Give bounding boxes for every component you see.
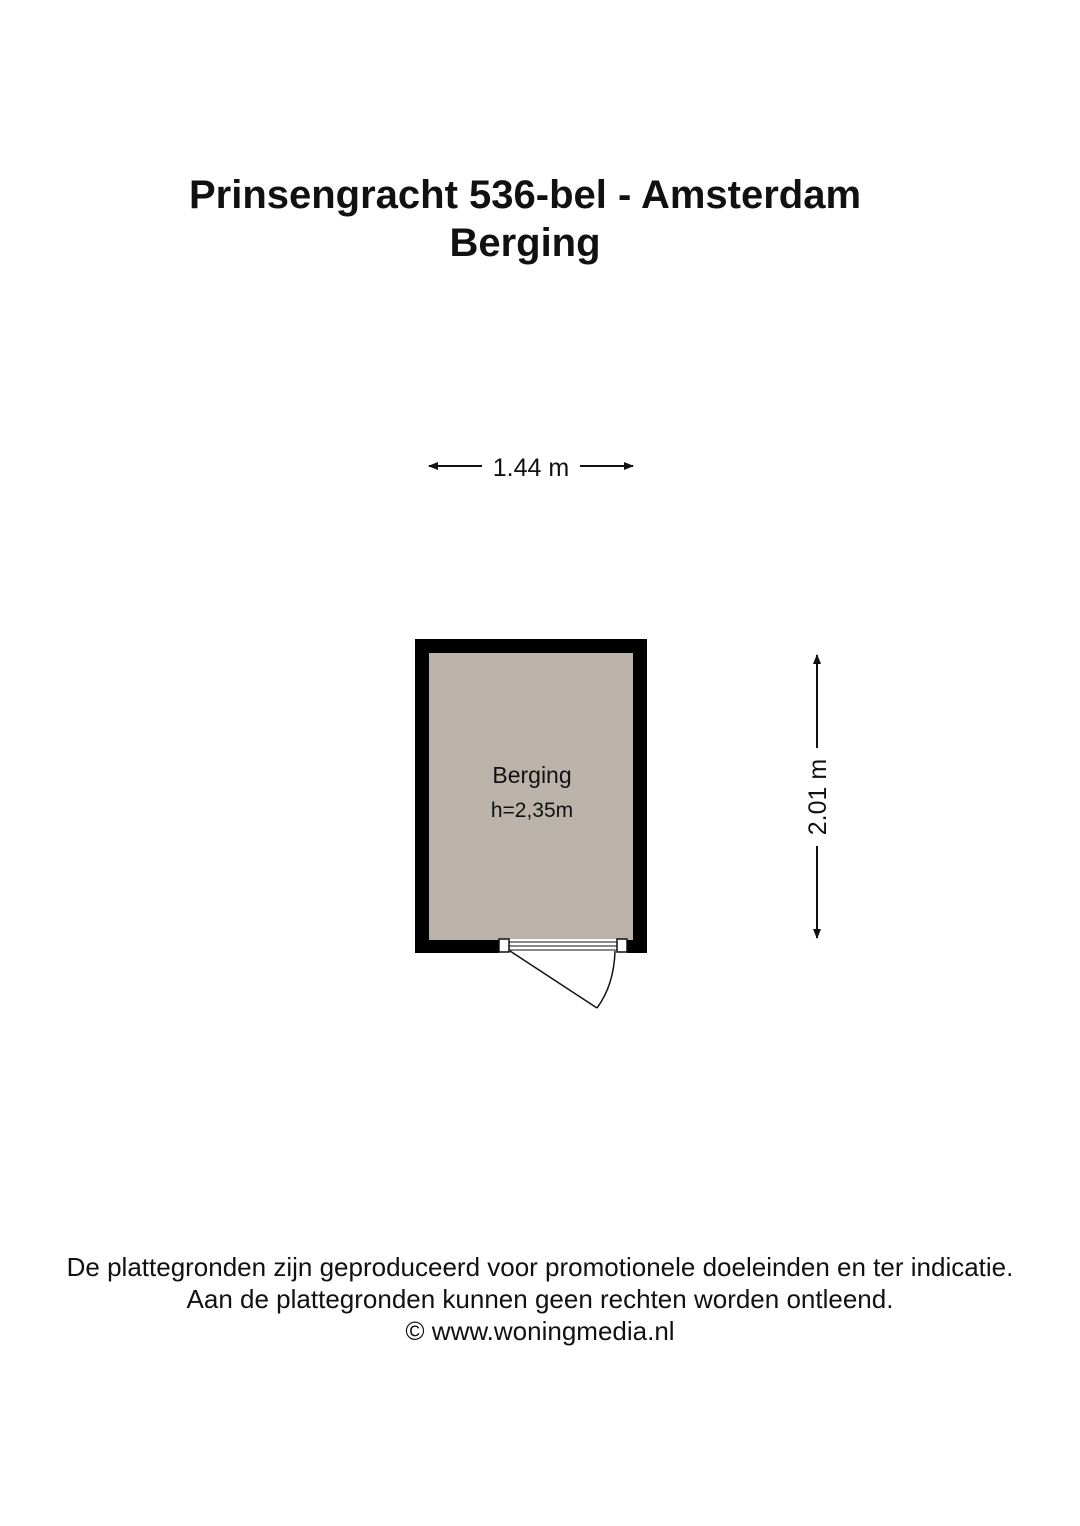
floor-subtitle: Berging [449,221,601,265]
door [499,939,627,1008]
door-jamb-left [499,939,509,952]
room-name-label: Berging [492,762,572,788]
door-leaf [510,951,597,1008]
door-jamb-right [617,939,627,952]
disclaimer-line: Aan de plattegronden kunnen geen rechten worden ontleend. [186,1284,894,1314]
copyright-notice: © www.woningmedia.nl [405,1316,675,1346]
storage-room [415,639,647,953]
depth-dimension [804,655,832,938]
width-dimension [429,454,633,482]
door-swing-arc [597,951,615,1008]
page-title: Prinsengracht 536-bel - Amsterdam [188,173,862,217]
room-floor [429,653,633,940]
width-label: 1.44 m [492,454,570,482]
disclaimer-line: De plattegronden zijn geproduceerd voor promotionele doeleinden en ter indicatie. [66,1252,1014,1282]
room-height-label: h=2,35m [490,799,574,822]
depth-label: 2.01 m [804,758,832,836]
